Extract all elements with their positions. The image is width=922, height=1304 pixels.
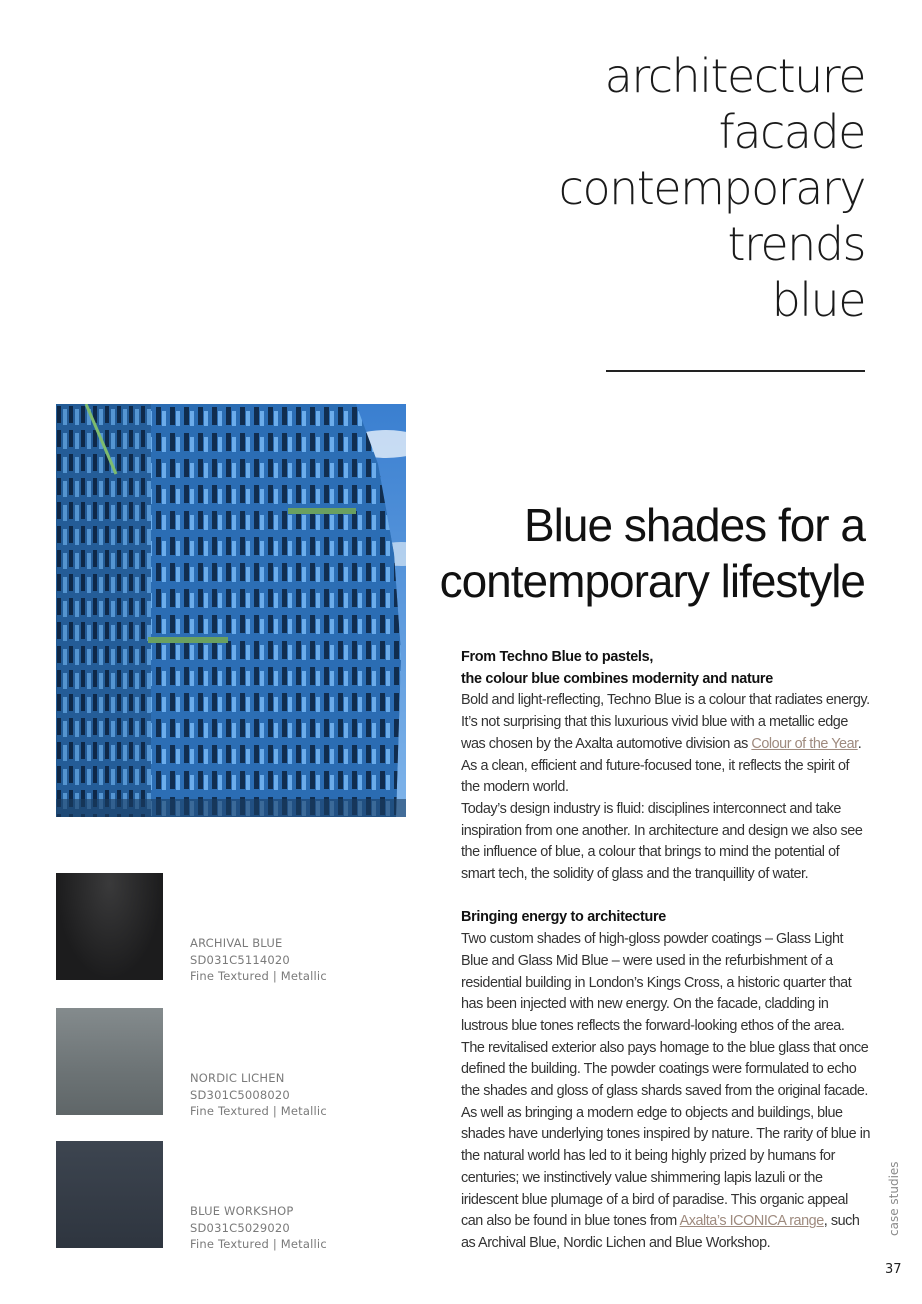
keyword: contemporary xyxy=(558,161,865,215)
swatch-label xyxy=(190,1070,327,1120)
building-facade-photo xyxy=(56,404,406,817)
colour-of-the-year-link[interactable]: Colour of the Year xyxy=(751,735,858,752)
paragraph xyxy=(461,690,871,799)
paragraph-text: , such as Archival Blue, Nordic Lichen and Blue Workshop. xyxy=(461,1213,860,1251)
swatch-name: BLUE WORKSHOP xyxy=(190,1204,294,1218)
paragraph-text: . As a clean, efficient and future-focused tone, it reflects the spirit of the modern world. xyxy=(461,735,862,796)
headline-line: Blue shades for a xyxy=(523,499,865,551)
headline-line: contemporary lifestyle xyxy=(439,555,865,607)
building-photo-illustration xyxy=(56,404,406,817)
swatch-label xyxy=(190,1203,327,1253)
swatch-name: NORDIC LICHEN xyxy=(190,1071,285,1085)
paragraph-text: Bold and light-reflecting, Techno Blue is a colour that radiates energy. It’s not surprising that this luxurious vivid blue with a metallic edge was chosen by the Axalta automotive division as xyxy=(461,692,870,752)
paragraph: Today’s design industry is fluid: disciplines interconnect and take inspiration from one another. In architecture and design we also see the influence of blue, a colour that brings to mind the potential of smart tech, the solidity of glass and the tranquillity of water. xyxy=(461,800,863,883)
keyword: facade xyxy=(718,105,865,159)
paragraph: Two custom shades of high-gloss powder coatings – Glass Light Blue and Glass Mid Blue – were used in the refurbishment of a residential building in London’s Kings Cross, a historic quarter that has been injected with new energy. On the facade, cladding in lustrous blue tones reflects the forward-looking ethos of the area. The revitalised exterior also pays homage to the blue glass that once defined the building. The powder coatings were formulated to echo the shades and gloss of glass shards saved from the original facade. xyxy=(461,931,869,1100)
swatch-finish: Fine Textured | Metallic xyxy=(190,969,327,983)
spacer xyxy=(461,886,871,908)
article-headline xyxy=(440,497,865,609)
keyword-list xyxy=(559,48,865,328)
page-number: 37 xyxy=(885,1262,902,1277)
iconica-range-link[interactable]: Axalta’s ICONICA range xyxy=(679,1213,824,1230)
swatch-code: SD031C5114020 xyxy=(190,952,290,967)
paragraph xyxy=(461,1103,871,1255)
section-heading: Bringing energy to architecture xyxy=(461,909,667,926)
divider-rule xyxy=(606,370,865,372)
section-heading-line: the colour blue combines modernity and nature xyxy=(461,670,773,687)
keyword: architecture xyxy=(604,49,865,103)
nordic-lichen-swatch xyxy=(56,1008,163,1115)
keyword: trends xyxy=(727,217,865,271)
paragraph-text: As well as bringing a modern edge to objects and buildings, blue shades have underlying tones inspired by nature. The rarity of blue in the natural world has led to it being highly prized by humans for centuries; we instinctively value shimmering lapis lazuli or the iridescent blue plumage of a bird of paradise. This organic appeal can also be found in blue tones from xyxy=(461,1104,871,1230)
swatch-label xyxy=(190,935,327,985)
archival-blue-swatch xyxy=(56,873,163,980)
section-heading-line: From Techno Blue to pastels, xyxy=(461,649,654,665)
article-body xyxy=(461,647,871,1255)
swatch-code: SD031C5029020 xyxy=(190,1220,290,1235)
swatch-finish: Fine Textured | Metallic xyxy=(190,1237,327,1251)
blue-workshop-swatch xyxy=(56,1141,163,1248)
swatch-finish: Fine Textured | Metallic xyxy=(190,1104,327,1118)
swatch-name: ARCHIVAL BLUE xyxy=(190,936,283,950)
section-heading xyxy=(461,647,871,690)
section-side-tab: case studies xyxy=(887,1161,901,1236)
swatch-code: SD301C5008020 xyxy=(190,1087,290,1102)
keyword: blue xyxy=(771,273,865,327)
